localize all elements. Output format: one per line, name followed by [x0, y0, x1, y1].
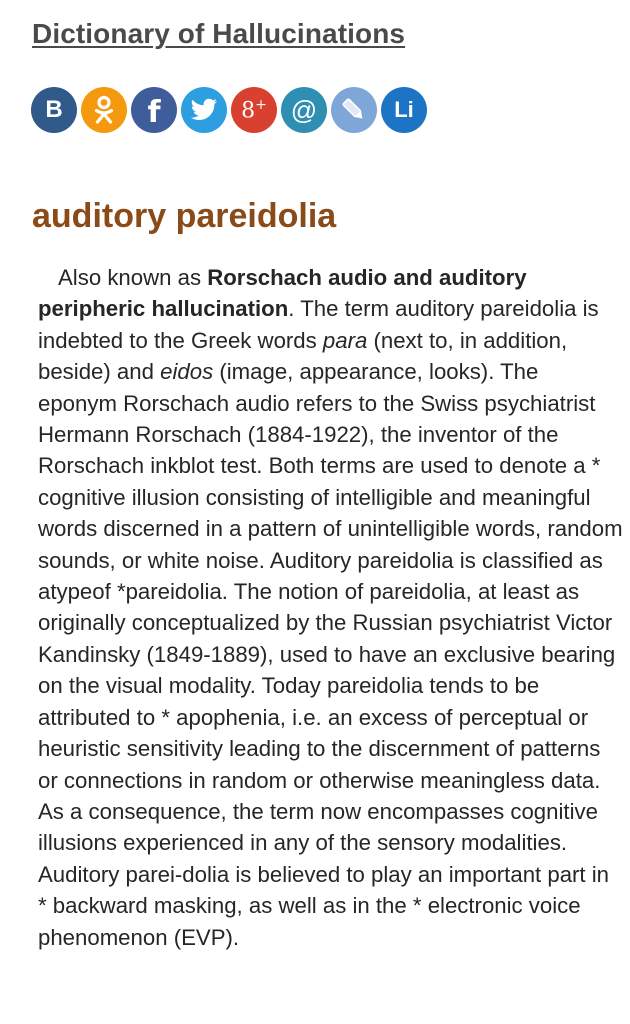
- google-plus-icon: 8+: [241, 96, 267, 124]
- twitter-share-button[interactable]: [181, 87, 227, 133]
- entry-title: auditory pareidolia: [32, 197, 337, 235]
- facebook-share-button[interactable]: [131, 87, 177, 133]
- definition-text: (image, appearance, looks). The eponym Rorschach audio refers to the Swiss psychiatrist Hermann Rorschach (1884-1922), the inventor of the Rorschach inkblot test. Both terms are used to denote a * cognitive illusion consisting of intelligible and meaningful words discerned in a pattern of unintelligible words, random sounds, or white noise. Auditory pareidolia is classified as atypeof *pareidolia. The notion of pareidolia, at least as originally conceptualized by the Russian psychiatrist Victor Kandinsky (1849-1889), used to have an exclusive bearing on the visual modality. Today pareidolia tends to be attributed to * apophenia, i.e. an excess of perceptual or heuristic sensitivity leading to the discernment of patterns or connections in random or otherwise meaningless data. As a consequence, the term now encompasses cognitive illusions experienced in any of the sensory modalities. Auditory parei-dolia is believed to play an important part in * backward masking, as well as in the * electronic voice phenomenon (EVP).: [38, 359, 623, 950]
- linkedin-icon: Li: [394, 97, 414, 122]
- share-buttons: [31, 87, 427, 133]
- definition-text: (next to, in addition, beside) and: [38, 327, 568, 385]
- odnoklassniki-icon: [93, 95, 115, 125]
- synonyms-bold: Rorschach audio and auditory peripheric hallucination: [38, 265, 527, 322]
- greek-word-para: para: [322, 327, 368, 353]
- google-plus-share-button[interactable]: [231, 87, 277, 133]
- greek-word-eidos: eidos: [160, 359, 214, 385]
- pencil-icon: [340, 96, 368, 124]
- livejournal-share-button[interactable]: [331, 87, 377, 133]
- facebook-icon: f: [147, 94, 161, 130]
- definition-text: . The term auditory pareidolia is indebted to the Greek words: [38, 296, 599, 353]
- definition-text: Also known as: [58, 265, 208, 290]
- site-title-link[interactable]: Dictionary of Hallucinations: [32, 18, 406, 49]
- linkedin-share-button[interactable]: [381, 87, 427, 133]
- email-share-button[interactable]: [281, 87, 327, 133]
- odnoklassniki-share-button[interactable]: [81, 87, 127, 133]
- twitter-icon: [190, 98, 218, 122]
- blogger-share-button[interactable]: [31, 87, 77, 133]
- blogger-icon: B: [45, 96, 63, 123]
- email-icon: @: [290, 94, 318, 125]
- entry-definition: [38, 262, 623, 953]
